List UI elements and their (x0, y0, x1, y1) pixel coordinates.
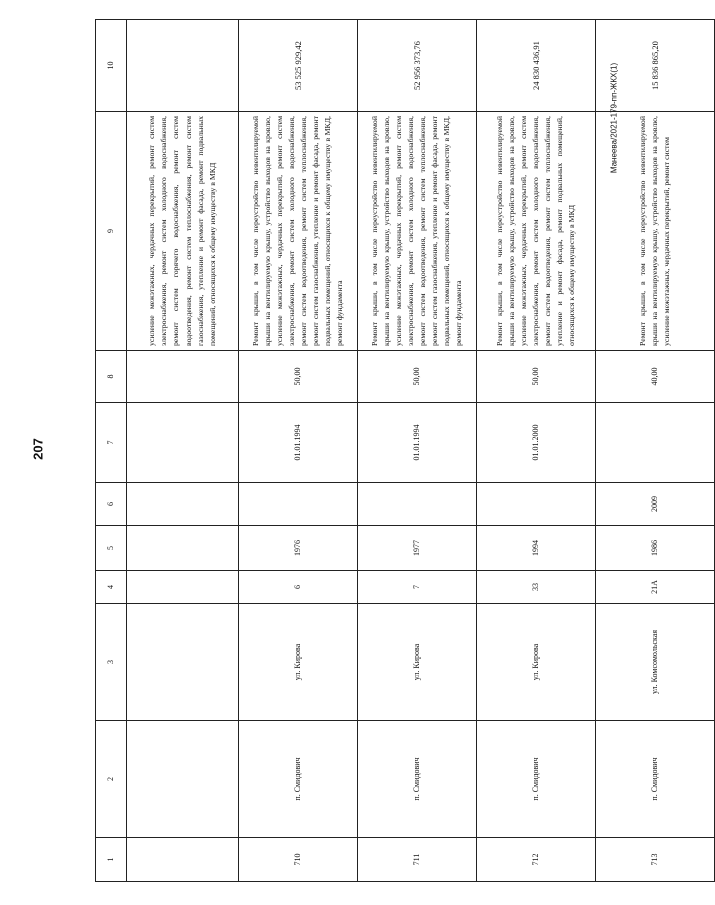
table-row (358, 20, 477, 882)
settlement-cell: п. Смидович (596, 721, 715, 838)
year-built-cell: 1986 (596, 526, 715, 571)
column-number: 4 (96, 571, 127, 604)
table-row (596, 20, 715, 882)
column-number: 6 (96, 483, 127, 526)
column-number: 8 (96, 351, 127, 403)
wear-cell: 50,00 (477, 351, 596, 403)
settlement-cell: п. Смидович (477, 721, 596, 838)
street-cell: ул. Кирова (358, 604, 477, 721)
works-cell: Ремонт крыши, в том числе переустройство невентилируемой крыши на вентилируемую крышу, устройство выходов на кровлю, усиление межэтажных, чердачных перекрытий, ремонт систем электроснабжения, ремонт систем холодного водоснабжения, ремонт систем водоотведения, ремонт систем теплоснабжения, ремонт систем газоснабжения, утепление и ремонт фасада, ремонт подвальных помещений, относящихся к общему имуществу в МКД, ремонт фундамента (358, 112, 477, 351)
year-overhaul-cell: 2009 (596, 483, 715, 526)
empty-cell (127, 838, 239, 882)
table-row (477, 20, 596, 882)
year-built-cell: 1977 (358, 526, 477, 571)
empty-cell (127, 20, 239, 112)
works-cell: Ремонт крыши, в том числе переустройство невентилируемой крыши на вентилируемую крышу, устройство выходов на кровлю, усиление межэтажных, чердачных перекрытий, ремонт систем электроснабжения, ремонт систем холодного водоснабжения, ремонт систем водоотведения, ремонт систем теплоснабжения, ремонт систем газоснабжения, утепление и ремонт фасада, ремонт подвальных помещений, относящихся к общему имуществу в МКД, ремонт фундамента (239, 112, 358, 351)
settlement-cell: п. Смидович (358, 721, 477, 838)
date-cell: 01.01.1994 (239, 403, 358, 483)
empty-cell (127, 721, 239, 838)
date-cell (596, 403, 715, 483)
page-number: 207 (30, 438, 46, 460)
date-cell: 01.01.2000 (477, 403, 596, 483)
row-number: 711 (358, 838, 477, 882)
column-number: 3 (96, 604, 127, 721)
continuation-works-cell: усиление межэтажных, чердачных перекрытий, ремонт систем электроснабжения, ремонт систем холодного водоснабжения, ремонт систем горячего водоснабжения, ремонт систем водоотведения, ремонт систем теплоснабжения, ремонт систем газоснабжения, утепление и ремонт фасада, ремонт подвальных помещений, относящихся к общему имуществу в МКД (127, 112, 239, 351)
year-overhaul-cell (358, 483, 477, 526)
cost-cell: 52 956 373,76 (358, 20, 477, 112)
street-cell: ул. Комсомольская (596, 604, 715, 721)
house-cell: 6 (239, 571, 358, 604)
house-cell: 21А (596, 571, 715, 604)
house-cell: 7 (358, 571, 477, 604)
house-cell: 33 (477, 571, 596, 604)
column-number: 9 (96, 112, 127, 351)
cost-cell: 15 836 865,20 (596, 20, 715, 112)
empty-cell (127, 604, 239, 721)
housing-repair-table (95, 19, 715, 882)
date-cell: 01.01.1994 (358, 403, 477, 483)
cost-cell: 24 830 436,91 (477, 20, 596, 112)
settlement-cell: п. Смидович (239, 721, 358, 838)
street-cell: ул. Кирова (239, 604, 358, 721)
empty-cell (127, 526, 239, 571)
works-cell: Ремонт крыши, в том числе переустройство невентилируемой крыши на вентилируемую крышу, устройство выходов на кровлю, усиление межэтажных, чердачных перекрытий, ремонт систем (596, 112, 715, 351)
row-number: 713 (596, 838, 715, 882)
column-number: 2 (96, 721, 127, 838)
row-number: 712 (477, 838, 596, 882)
wear-cell: 50,00 (239, 351, 358, 403)
column-number: 7 (96, 403, 127, 483)
empty-cell (127, 483, 239, 526)
table-row (239, 20, 358, 882)
column-number: 10 (96, 20, 127, 112)
empty-cell (127, 403, 239, 483)
column-number-row (96, 20, 127, 882)
year-overhaul-cell (239, 483, 358, 526)
column-number: 5 (96, 526, 127, 571)
empty-cell (127, 571, 239, 604)
year-overhaul-cell (477, 483, 596, 526)
wear-cell: 50,00 (358, 351, 477, 403)
row-number: 710 (239, 838, 358, 882)
cost-cell: 53 525 929,42 (239, 20, 358, 112)
works-cell: Ремонт крыши, в том числе переустройство невентилируемой крыши на вентилируемую крышу, устройство выходов на кровлю, усиление межэтажных, чердачных перекрытий, ремонт систем электроснабжения, ремонт систем холодного водоснабжения, ремонт систем водоотведения, ремонт систем теплоснабжения, утепление и ремонт фасада, ремонт подвальных помещений, относящихся к общему имуществу в МКД (477, 112, 596, 351)
year-built-cell: 1994 (477, 526, 596, 571)
street-cell: ул. Кирова (477, 604, 596, 721)
year-built-cell: 1976 (239, 526, 358, 571)
wear-cell: 40,00 (596, 351, 715, 403)
document-code: Манеева/2021-179-пп-ЖКХ(1) (609, 62, 619, 174)
continuation-row (127, 20, 239, 882)
column-number: 1 (96, 838, 127, 882)
empty-cell (127, 351, 239, 403)
